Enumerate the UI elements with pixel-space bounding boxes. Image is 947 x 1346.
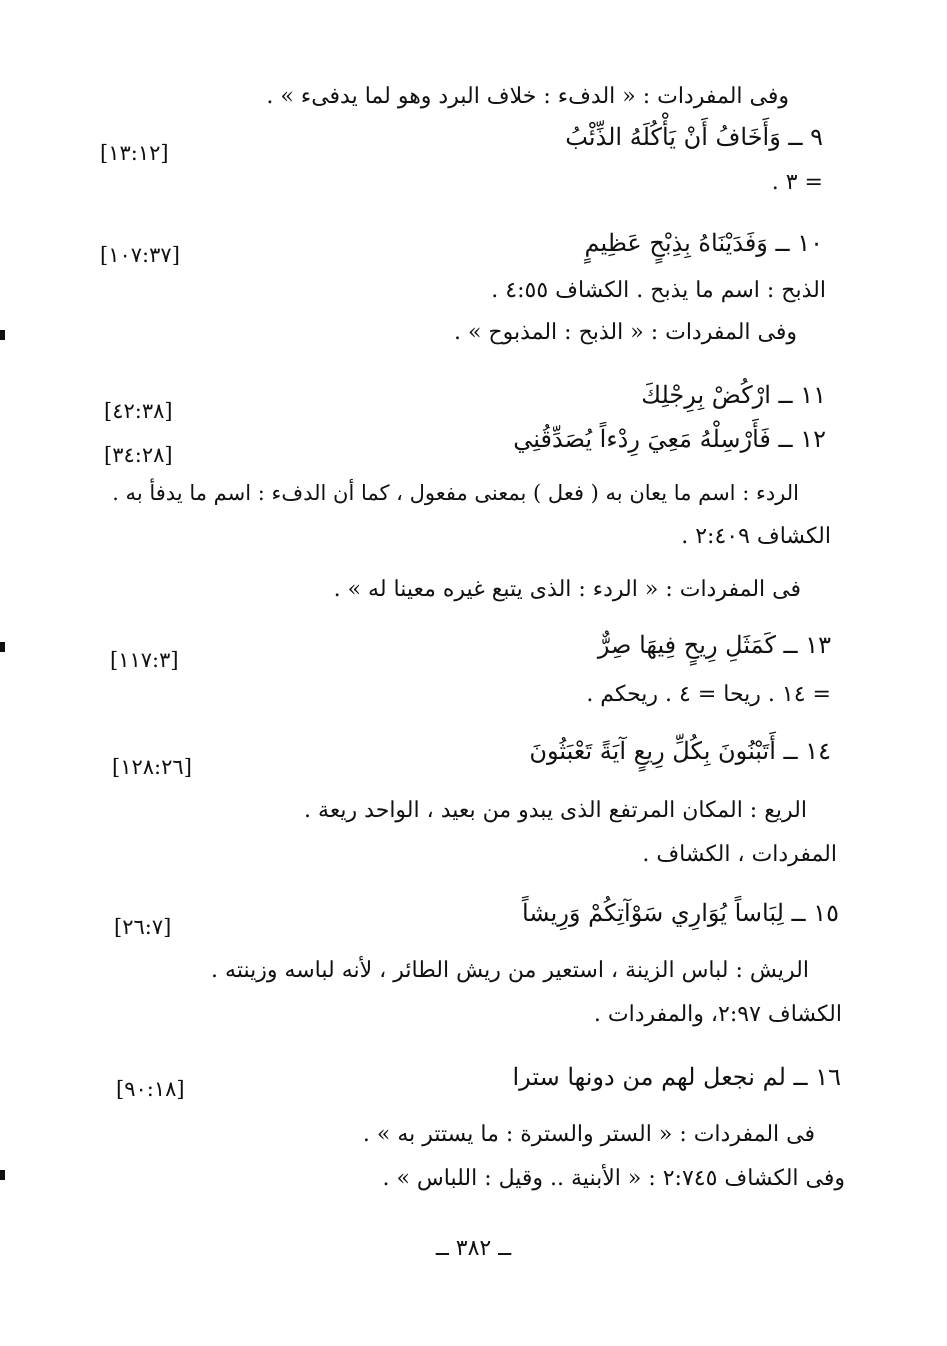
margin-mark (0, 330, 5, 340)
verse-line: ١٠ ــ وَفَدَيْنَاهُ بِذِبْحٍ عَظِيمٍ (584, 229, 823, 257)
margin-mark (0, 642, 5, 652)
text-line: = ١٤ . ريحا = ٤ . ريحكم . (586, 682, 831, 707)
text-line: فى المفردات : « الستر والسترة : ما يستتر به » . (362, 1122, 815, 1147)
text-line: وفى المفردات : « الذبح : المذبوح » . (453, 320, 797, 345)
verse-reference: [١٢٨:٢٦] (112, 755, 192, 779)
verse-reference: [١٠٧:٣٧] (100, 243, 180, 267)
text-line: المفردات ، الكشاف . (642, 842, 837, 867)
verse-reference: [٩٠:١٨] (116, 1077, 185, 1101)
verse-line: ١٦ ــ لم نجعل لهم من دونها سترا (512, 1063, 841, 1091)
verse-reference: [٢٦:٧] (114, 915, 172, 939)
verse-line: ١٣ ــ كَمَثَلِ رِيحٍ فِيهَا صِرٌّ (597, 631, 831, 659)
text-line: الكشاف ٢:٩٧، والمفردات . (593, 1002, 842, 1027)
text-line: = ٣ . (771, 170, 823, 195)
verse-reference: [١٣:١٢] (100, 141, 169, 165)
verse-line: ١٢ ــ فَأَرْسِلْهُ مَعِيَ رِدْءاً يُصَدِّقُنِي (513, 425, 826, 453)
verse-line: ١٤ ــ أَتَبْنُونَ بِكُلِّ رِيعٍ آيَةً تَعْبَثُونَ (529, 737, 831, 765)
text-line: فى المفردات : « الردء : الذى يتبع غيره معينا له » . (333, 577, 801, 602)
text-line: الردء : اسم ما يعان به ( فعل ) بمعنى مفعول ، كما أن الدفء : اسم ما يدفأ به . (112, 481, 799, 505)
verse-line: ١١ ــ ارْكُضْ بِرِجْلِكَ (641, 381, 826, 409)
margin-mark (0, 1170, 5, 1180)
verse-reference: [٤٢:٣٨] (104, 399, 173, 423)
verse-reference: [٣٤:٢٨] (104, 443, 173, 467)
text-line: الذبح : اسم ما يذبح . الكشاف ٤:٥٥ . (491, 278, 826, 303)
text-line: الريع : المكان المرتفع الذى يبدو من بعيد ، الواحد ريعة . (304, 798, 807, 823)
text-line: الريش : لباس الزينة ، استعير من ريش الطائر ، لأنه لباسه وزينته . (211, 958, 809, 983)
text-line: وفى الكشاف ٢:٧٤٥ : « الأبنية .. وقيل : اللباس » . (382, 1166, 845, 1191)
page-number: ــ ٣٨٢ ــ (435, 1236, 512, 1261)
verse-line: ٩ ــ وَأَخَافُ أَنْ يَأْكُلَهُ الذِّئْبُ (565, 123, 823, 151)
text-line: وفى المفردات : « الدفء : خلاف البرد وهو لما يدفىء » . (266, 84, 789, 109)
verse-reference: [١١٧:٣] (110, 648, 179, 672)
text-line: الكشاف ٢:٤٠٩ . (681, 524, 831, 549)
verse-line: ١٥ ــ لِبَاساً يُوَارِي سَوْآتِكُمْ وَرِيشاً (521, 899, 839, 927)
